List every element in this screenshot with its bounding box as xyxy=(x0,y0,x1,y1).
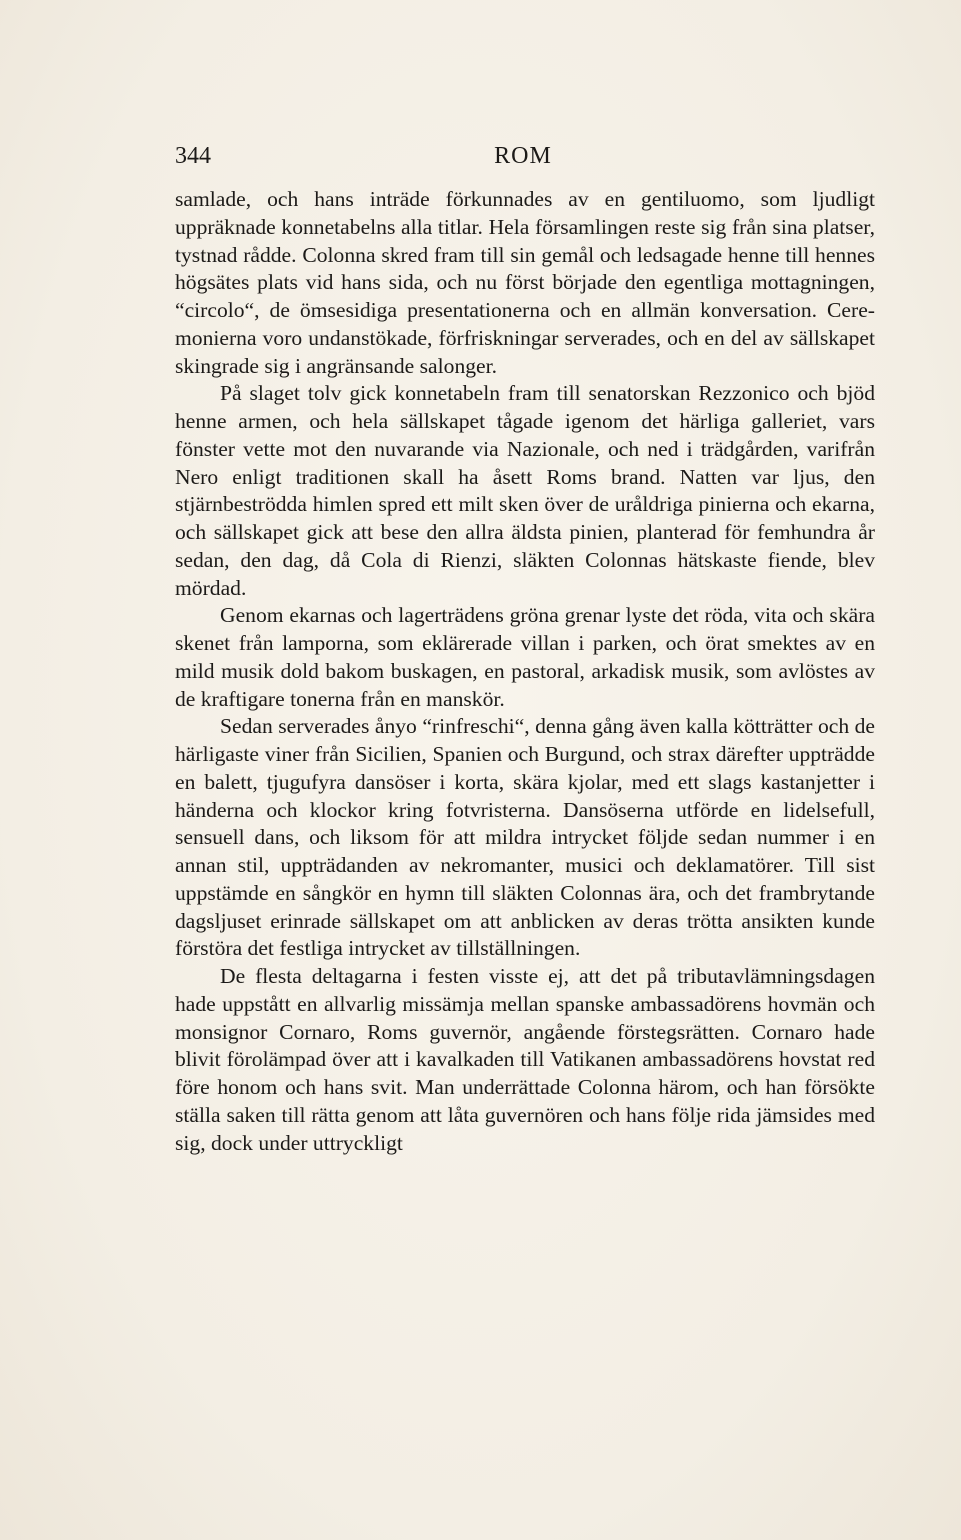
page-number: 344 xyxy=(175,143,211,169)
running-head: ROM xyxy=(494,143,552,169)
paragraph: samlade, och hans inträde förkunnades av en gentiluomo, som ljudligt uppräknade konnetabelns alla titlar. Hela församlingen reste sig från sina platser, tystnad rådde. Colonna skred fram till sin gemål och ledsagade henne till hennes högsätes plats vid hans sida, och nu först började den egentliga mottagningen, “circolo“, de ömsesidiga presentationerna och en allmän konversation. Ceremonierna voro undanstökade, förfriskningar serverades, och en del av sällskapet skingrade sig i angränsande salonger. xyxy=(175,187,875,378)
paragraph: Sedan serverades ånyo “rinfreschi“, denna gång även kalla kötträtter och de härligaste viner från Sicilien, Spanien och Burgund, och strax därefter uppträdde en balett, tjugufyra dansöser i korta, skära kjolar, med ett slags kastanjetter i händerna och klockor kring fotvristerna. Dansöserna utförde en lidelsefull, sensuell dans, och liksom för att mildra intrycket följde sedan nummer i en annan stil, uppträdanden av nekromanter, musici och deklamatörer. Till sist uppstämde en sångkör en hymn till släkten Colonnas ära, och det frambrytande dagsljuset erinrade sällskapet om att anblicken av deras trötta ansikten kunde förstöra det festliga intrycket av tillställningen. xyxy=(175,714,875,961)
paragraph: På slaget tolv gick konnetabeln fram till senatorskan Rezzonico och bjöd henne armen, och hela sällskapet tågade igenom det härliga galleriet, vars fönster vette mot den nuvarande via Nazionale, och ned i trädgården, varifrån Nero enligt traditionen skall ha åsett Roms brand. Natten var ljus, den stjärnbeströdda himlen spred ett milt sken över de uråldriga pinierna och ekarna, och sällskapet gick att bese den allra äldsta pinien, planterad för femhundra år sedan, den dag, då Cola di Rienzi, släkten Colonnas hätskaste fiende, blev mördad. xyxy=(175,381,875,600)
body-text xyxy=(175,186,875,1157)
paragraph: Genom ekarnas och lagerträdens gröna grenar lyste det röda, vita och skära skenet från lamporna, som eklärerade villan i parken, och örat smektes av en mild musik dold bakom buskagen, en pastoral, arkadisk musik, som avlöstes av de kraftigare tonerna från en manskör. xyxy=(175,603,875,711)
paragraph: De flesta deltagarna i festen visste ej, att det på tributavlämningsdagen hade uppstått en allvarlig missämja mellan spanske ambassadörens hovmän och monsignor Cornaro, Roms guvernör, angående förstegsrätten. Cornaro hade blivit förolämpad över att i kavalkaden till Vatikanen ambassadörens hovstat red före honom och hans svit. Man underrättade Colonna härom, och han försökte ställa saken till rätta genom att låta guvernören och hans följe rida jämsides med sig, dock under uttryckligt xyxy=(175,964,875,1155)
